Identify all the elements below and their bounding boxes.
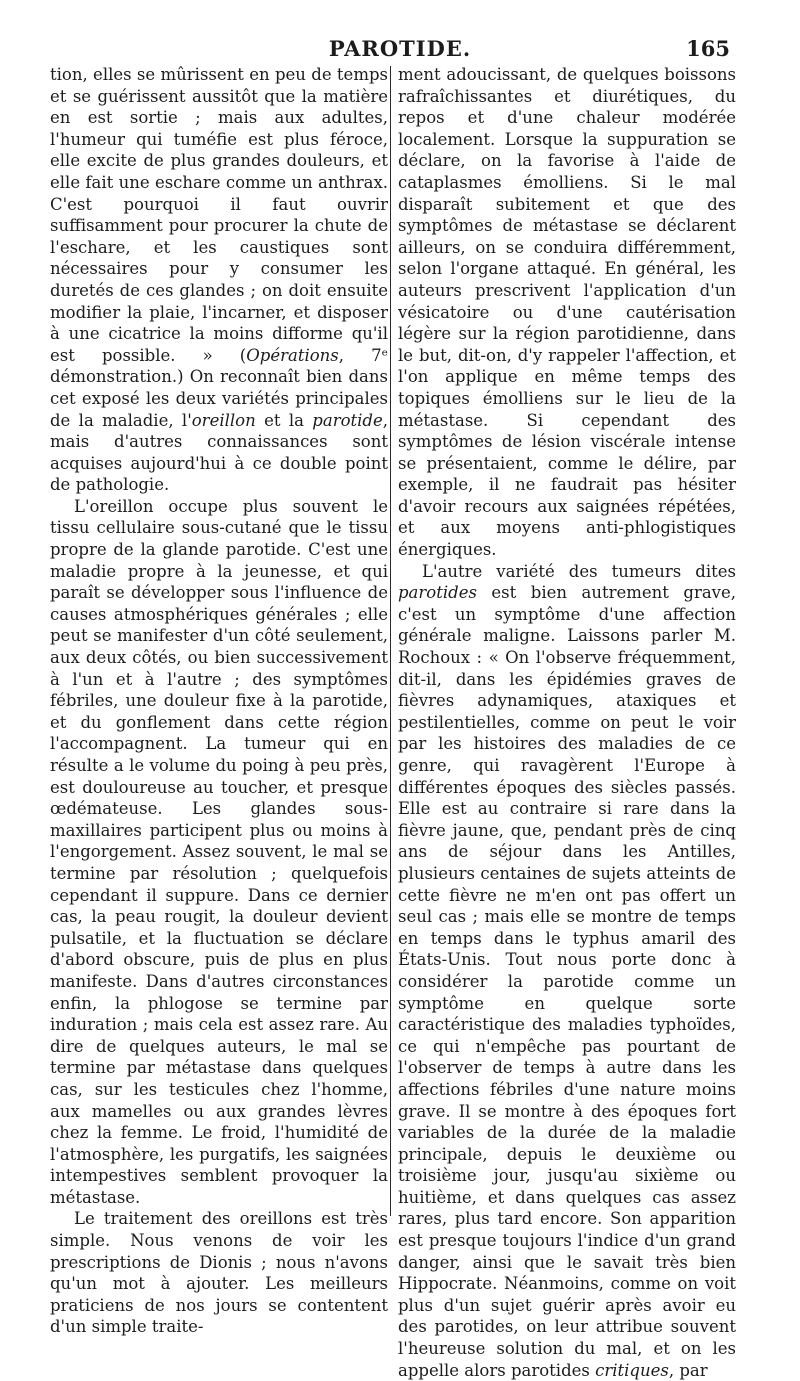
text-run: tion, elles se mûrissent en peu de temps et se guérissent aussitôt que la matière en est sortie ; mais aux adultes, l'humeur qui tuméfie est plus féroce, elle excite de plus grandes douleurs, et elle fait une eschare comme un anthrax. C'est pourquoi il faut ouvrir suffisamment pour procurer la chute de l'eschare, et les caustiques sont nécessaires pour y consumer les duretés de ces glandes ; on doit ensuite modifier la plaie, l'incarner, et disposer à une cicatrice la moins difforme qu'il est possible. » ( [50,65,388,365]
paragraph [398,561,736,1381]
text-run: et la [255,410,313,430]
column-divider [390,66,391,1216]
left-column [50,64,388,1338]
text-run: est bien autrement grave, c'est un symptôme d'une affection générale maligne. Laissons parler M. Rochoux : « On l'observe fréquemment, dit-il, dans les épidémies graves de fièvres adynamiques, ataxiques et pestilentielles, comme on peut le voir par les histoires des maladies de ce genre, qui ravagèrent l'Europe à différentes époques des siècles passés. Elle est au contraire si rare dans la fièvre jaune, que, pendant près de cinq ans de séjour dans les Antilles, plusieurs centaines de sujets atteints de cette fièvre ne m'en ont pas offert un seul cas ; mais elle se montre de temps en temps dans le typhus amaril des États-Unis. Tout nous porte donc à considérer la parotide comme un symptôme en quelque sorte caractéristique des maladies typhoïdes, ce qui n'empêche pas pourtant de l'observer de temps à autre dans les affections fébriles d'une nature moins grave. Il se montre à des époques fort variables de la durée de la maladie principale, depuis le deuxième ou troisième jour, jusqu'au sixième ou huitième, et dans quelques cas assez rares, plus tard encore. Son apparition est presque toujours l'indice d'un grand danger, ainsi que le savait très bien Hippocrate. Néanmoins, comme on voit plus d'un sujet guérir après avoir eu des parotides, on leur attribue souvent l'heureuse solution du mal, et on les appelle alors parotides [398,583,736,1380]
right-column [398,64,736,1381]
italic-text: Opérations [246,345,339,365]
running-head [0,36,800,66]
running-title: PAROTIDE. [328,36,472,61]
text-run: , mais d'autres connaissances sont acquises aujourd'hui à ce double point de pathologie. [50,410,389,495]
italic-text: critiques [595,1360,669,1380]
paragraph [50,64,388,496]
italic-text: parotide [312,410,383,430]
italic-text: parotides [398,583,477,603]
paragraph: Le traitement des oreillons est très simple. Nous venons de voir les prescriptions de Dionis ; nous n'avons qu'un mot à ajouter. Les meilleurs praticiens de nos jours se contentent d'un simple traite- [50,1209,388,1337]
text-run: , 7ᵉ démonstration.) On reconnaît bien dans cet exposé les deux variétés principales de la maladie, l' [50,345,388,430]
text-run: , par [668,1360,708,1380]
page-number: 165 [686,36,730,61]
paragraph: ment adoucissant, de quelques boissons rafraîchissantes et diurétiques, du repos et d'une chaleur modérée localement. Lorsque la suppuration se déclare, on la favorise à l'aide de cataplasmes émolliens. Si le mal disparaît subitement et que des symptômes de métastase se déclarent ailleurs, on se conduira différemment, selon l'organe attaqué. En général, les auteurs prescrivent l'application d'un vésicatoire ou d'une cautérisation légère sur la région parotidienne, dans le but, dit-on, d'y rappeler l'affection, et l'on applique en même temps des topiques émolliens sur le lieu de la métastase. Si cependant des symptômes de lésion viscérale intense se présentaient, comme le délire, par exemple, il ne faudrait pas hésiter d'avoir recours aux saignées répétées, et aux moyens anti-phlogistiques énergiques. [398,65,736,560]
paragraph: L'oreillon occupe plus souvent le tissu cellulaire sous-cutané que le tissu propre de la glande parotide. C'est une maladie propre à la jeunesse, et qui paraît se développer sous l'influence de causes atmosphériques générales ; elle peut se manifester d'un côté seulement, aux deux côtés, ou bien successivement à l'un et à l'autre ; des symptômes fébriles, une douleur fixe à la parotide, et du gonflement dans cette région l'accompagnent. La tumeur qui en résulte a le volume du poing à peu près, est douloureuse au toucher, et presque œdémateuse. Les glandes sous-maxillaires participent plus ou moins à l'engorgement. Assez souvent, le mal se termine par résolution ; quelquefois cependant il suppure. Dans ce dernier cas, la peau rougit, la douleur devient pulsatile, et la fluctuation se déclare d'abord obscure, puis de plus en plus manifeste. Dans d'autres circonstances enfin, la phlogose se termine par induration ; mais cela est assez rare. Au dire de quelques auteurs, le mal se termine par métastase dans quelques cas, sur les testicules chez l'homme, aux mamelles ou aux grandes lèvres chez la femme. Le froid, l'humidité de l'atmosphère, les purgatifs, les saignées intempestives semblent provoquer la métastase. [50,496,388,1207]
italic-text: oreillon [191,410,256,430]
text-run: L'autre variété des tumeurs dites [422,561,736,581]
